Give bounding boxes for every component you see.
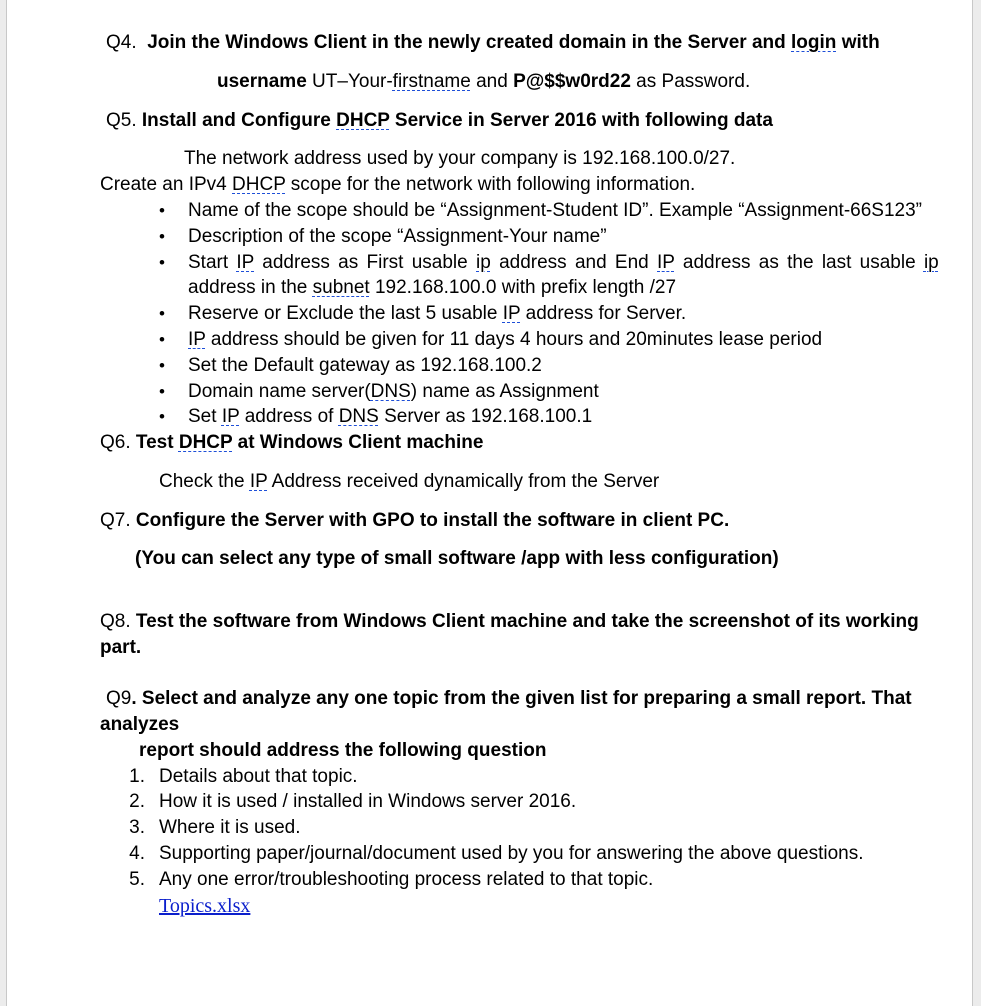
q8-title [136,611,919,632]
list-number: 1. [129,766,145,787]
q5-bullet-3-continued [188,276,676,300]
text-run: Configure the Server with GPO to install the software in client PC. [135,510,730,531]
text-run: Reserve or Exclude the last 5 usable [188,303,503,324]
list-number: 5. [129,869,145,890]
topics-file-link[interactable]: Topics.xlsx [159,895,251,917]
topics-link-line [159,894,250,919]
spellcheck-word: DHCP [178,432,233,453]
q9-title [131,688,911,709]
q9-number: Q9 [106,688,132,709]
bullet-dot: • [159,253,165,272]
spellcheck-word: IP [188,329,206,350]
list-number: 2. [129,791,145,812]
text-run: Install and Configure [141,110,337,131]
bullet-dot: • [159,304,165,323]
q5-create-scope [100,173,695,197]
text-run: address should be given for 11 days 4 hours and 20minutes lease period [205,329,823,350]
q4-line1 [106,31,880,55]
bullet-dot: • [159,201,165,220]
spellcheck-word: IP [221,406,240,427]
q9-list-item-4: Supporting paper/journal/document used by you for answering the above questions. [159,843,864,864]
bullet-dot: • [159,356,165,375]
q5-bullet-5 [188,328,822,352]
spellcheck-word: DNS [370,381,411,402]
text-run: address and End [490,252,658,273]
text-run: address for Server. [520,303,687,324]
text-run: address of [239,406,339,427]
q7-number: Q7. [100,510,131,531]
text-run: as Password. [630,71,751,92]
q9-subtitle [139,739,546,763]
spellcheck-word: DHCP [232,174,286,195]
text-run: report should address the following question [139,740,547,761]
q9-list-item-5: Any one error/troubleshooting process related to that topic. [159,869,654,890]
q5-bullet-7 [188,380,599,404]
document-page [6,0,973,1006]
text-run: UT–Your- [306,71,393,92]
text-run: Join the Windows Client in the newly created domain in the Server and [147,32,792,53]
text-run: Test the software from Windows Client machine and take the screenshot of its working [135,611,919,632]
list-number: 3. [129,817,145,838]
text-run: P@$$w0rd22 [513,71,631,92]
spellcheck-word: firstname [392,71,471,92]
q7-heading [100,509,729,533]
spellcheck-word: DNS [338,406,379,427]
text-run: and [470,71,514,92]
spellcheck-word: ip [476,252,491,273]
q4-title [147,32,880,53]
q5-network-address [184,147,735,171]
text-run: ) name as Assignment [410,381,599,402]
q8-heading [100,610,919,634]
q5-heading [106,109,773,133]
text-run: address in the [188,277,313,298]
text-run: scope for the network with following information. [285,174,696,195]
q7-title [136,510,729,531]
text-run: Create an IPv4 [100,174,233,195]
q5-bullet-4 [188,302,686,326]
q6-body [159,470,659,494]
spellcheck-word: IP [249,471,268,492]
q5-bullet-8 [188,405,592,429]
bullet-dot: • [159,330,165,349]
q5-number: Q5. [106,110,137,131]
text-run: Name of the scope should be “Assignment-Student ID”. Example “Assignment-66S123” [188,200,922,221]
q9-list-item-1: Details about that topic. [159,766,358,787]
spellcheck-word: subnet [312,277,370,298]
text-run: Domain name server( [188,381,371,402]
list-number: 4. [129,843,145,864]
q7-note [135,547,779,571]
text-run: analyzes [100,714,180,735]
text-run: Test [135,432,179,453]
text-run: address as the last usable [674,252,924,273]
q8-number: Q8. [100,611,131,632]
q9-list-item-3: Where it is used. [159,817,301,838]
q5-bullet-3 [188,251,939,275]
text-run: . Select and analyze any one topic from the given list for preparing a small report. That [131,688,912,709]
text-run: Server as 192.168.100.1 [378,406,593,427]
text-run: address as First usable [254,252,476,273]
text-run: Description of the scope “Assignment-Your name” [188,226,607,247]
bullet-dot: • [159,382,165,401]
text-run: part. [100,637,142,658]
q9-list-item-2: How it is used / installed in Windows server 2016. [159,791,577,812]
q6-title [136,432,484,453]
q9-heading [106,687,912,711]
q5-bullet-1 [188,199,922,223]
q6-number: Q6. [100,432,131,453]
spellcheck-word: ip [923,252,939,273]
text-run: 192.168.100.0 with prefix length /27 [369,277,677,298]
text-run: Start [188,252,237,273]
text-run: Service in Server 2016 with following data [389,110,773,131]
q6-heading [100,431,483,455]
spellcheck-word: login [791,32,837,53]
text-run: with [836,32,880,53]
q5-bullet-6 [188,354,542,378]
spellcheck-word: IP [236,252,255,273]
q4-credentials [217,70,750,94]
text-run: Check the [159,471,250,492]
text-run: Set [188,406,222,427]
q9-title-continued [100,713,179,737]
text-run: at Windows Client machine [232,432,484,453]
q8-title-continued [100,636,141,660]
q4-number: Q4. [106,32,137,53]
text-run: Set the Default gateway as 192.168.100.2 [188,355,542,376]
text-run: The network address used by your company is 192.168.100.0/27. [184,148,736,169]
q5-bullet-2 [188,225,607,249]
spellcheck-word: IP [657,252,675,273]
bullet-dot: • [159,407,165,426]
text-run: username [217,71,307,92]
spellcheck-word: DHCP [336,110,390,131]
text-run: Address received dynamically from the Server [267,471,660,492]
q5-title [142,110,773,131]
bullet-dot: • [159,227,165,246]
spellcheck-word: IP [502,303,521,324]
text-run: (You can select any type of small software /app with less configuration) [135,548,779,569]
